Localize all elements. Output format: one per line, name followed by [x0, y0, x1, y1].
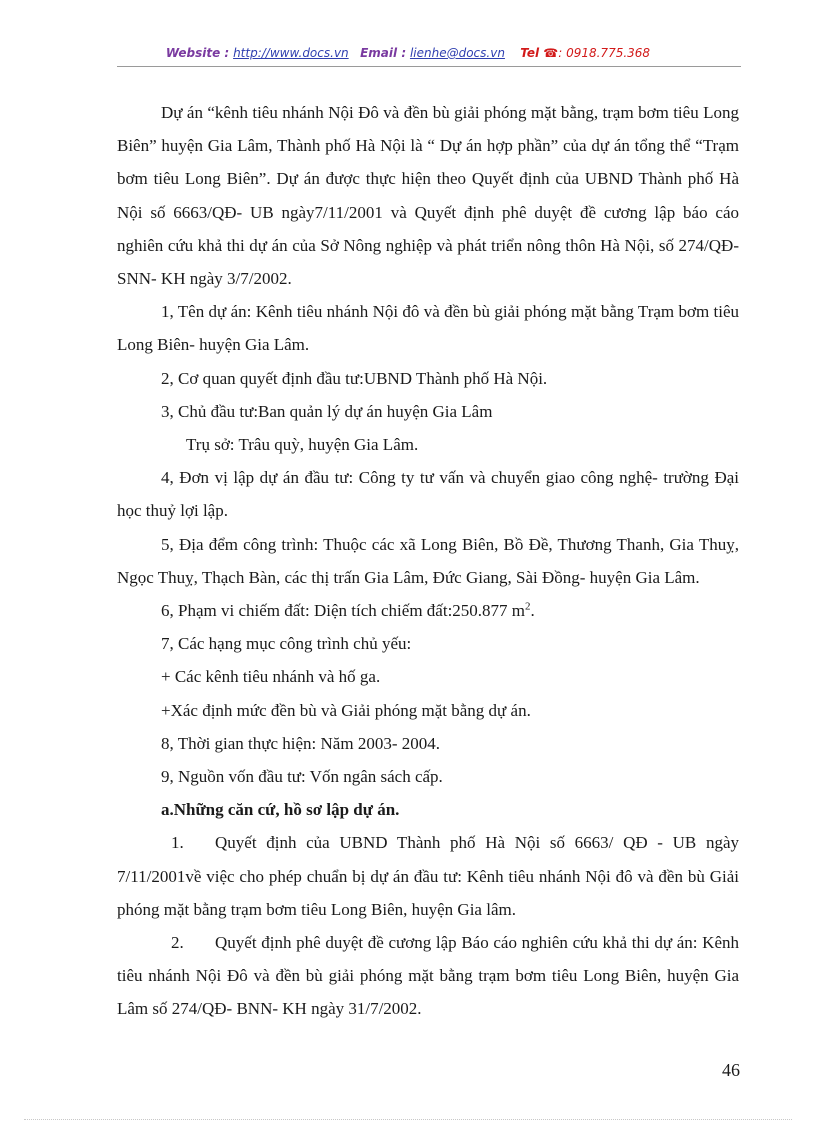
- item-investor-office: Trụ sở: Trâu quỳ, huyện Gia Lâm.: [186, 435, 419, 455]
- numbered-item-number: 1.: [171, 833, 184, 853]
- document-body: [117, 96, 739, 1026]
- page-number: 46: [722, 1060, 740, 1080]
- numbered-item-text: Quyết định của UBND Thành phố Hà Nội số 6663/ QĐ - UB ngày 7/11/2001về việc cho phép chuẩn bị dự án đầu tư: Kênh tiêu nhánh Nội đô và đền bù Giải phóng mặt bằng trạm bơm tiêu Long Biên, huyện Gia lâm.: [117, 833, 739, 919]
- item-timeline: 8, Thời gian thực hiện: Năm 2003- 2004.: [161, 733, 440, 753]
- website-link[interactable]: http://www.docs.vn: [233, 46, 349, 60]
- item-main-works: 7, Các hạng mục công trình chủ yếu:: [161, 634, 412, 654]
- item-project-unit: 4, Đơn vị lập dự án đầu tư: Công ty tư vấn và chuyển giao công nghệ- trường Đại học thuỷ lợi lập.: [117, 468, 739, 521]
- item-main-works-b: +Xác định mức đền bù và Giải phóng mặt bằng dự án.: [161, 700, 531, 720]
- email-label: Email: [360, 46, 398, 60]
- footer-divider: [24, 1119, 792, 1120]
- land-area-superscript: 2: [525, 600, 531, 613]
- item-land-area: [117, 594, 739, 627]
- numbered-item-number: 2.: [171, 933, 184, 953]
- page-header: [0, 46, 816, 60]
- intro-paragraph: Dự án “kênh tiêu nhánh Nội Đô và đền bù giải phóng mặt bằng, trạm bơm tiêu Long Biên” huyện Gia Lâm, Thành phố Hà Nội là “ Dự án hợp phần” của dự án tổng thể “Trạm bơm tiêu Long Biên”. Dự án được thực hiện theo Quyết định của UBND Thành phố Hà Nội số 6663/QĐ- UB ngày7/11/2001 và Quyết định phê duyệt đề cương lập báo cáo nghiên cứu khả thi dự án của Sở Nông nghiệp và phát triển nông thôn Hà Nội, số 274/QĐ- SNN- KH ngày 3/7/2002.: [117, 103, 739, 289]
- section-heading: a.Những căn cứ, hồ sơ lập dự án.: [161, 800, 400, 820]
- header-divider: [117, 66, 741, 67]
- item-project-name: 1, Tên dự án: Kênh tiêu nhánh Nội đô và đền bù giải phóng mặt bằng Trạm bơm tiêu Long Biên- huyện Gia Lâm.: [117, 302, 739, 355]
- numbered-item-text: Quyết định phê duyệt đề cương lập Báo cáo nghiên cứu khả thi dự án: Kênh tiêu nhánh Nội Đô và đền bù giải phóng mặt bằng trạm bơm tiêu Long Biên, huyện Gia Lâm số 274/QĐ- BNN- KH ngày 31/7/2002.: [117, 933, 739, 1019]
- numbered-item: [117, 826, 739, 926]
- tel-label: Tel ☎: [520, 46, 559, 60]
- email-link[interactable]: lienhe@docs.vn: [409, 46, 505, 60]
- item-decision-agency: 2, Cơ quan quyết định đầu tư:UBND Thành phố Hà Nội.: [161, 368, 548, 388]
- item-main-works-a: + Các kênh tiêu nhánh và hố ga.: [161, 667, 381, 687]
- land-area-text: 6, Phạm vi chiếm đất: Diện tích chiếm đất:250.877 m: [161, 601, 526, 621]
- item-funding: 9, Nguồn vốn đầu tư: Vốn ngân sách cấp.: [161, 767, 443, 787]
- numbered-item: [117, 926, 739, 1026]
- item-location: 5, Địa đểm công trình: Thuộc các xã Long Biên, Bồ Đề, Thương Thanh, Gia Thuỵ, Ngọc Thuỵ, Thạch Bàn, các thị trấn Gia Lâm, Đức Giang, Sài Đồng- huyện Gia Lâm.: [117, 534, 739, 587]
- email-separator: :: [397, 46, 407, 60]
- land-area-end: .: [530, 601, 535, 621]
- item-investor: 3, Chủ đầu tư:Ban quản lý dự án huyện Gia Lâm: [161, 401, 493, 421]
- tel-number: : 0918.775.368: [558, 46, 651, 60]
- website-label: Website :: [165, 46, 230, 60]
